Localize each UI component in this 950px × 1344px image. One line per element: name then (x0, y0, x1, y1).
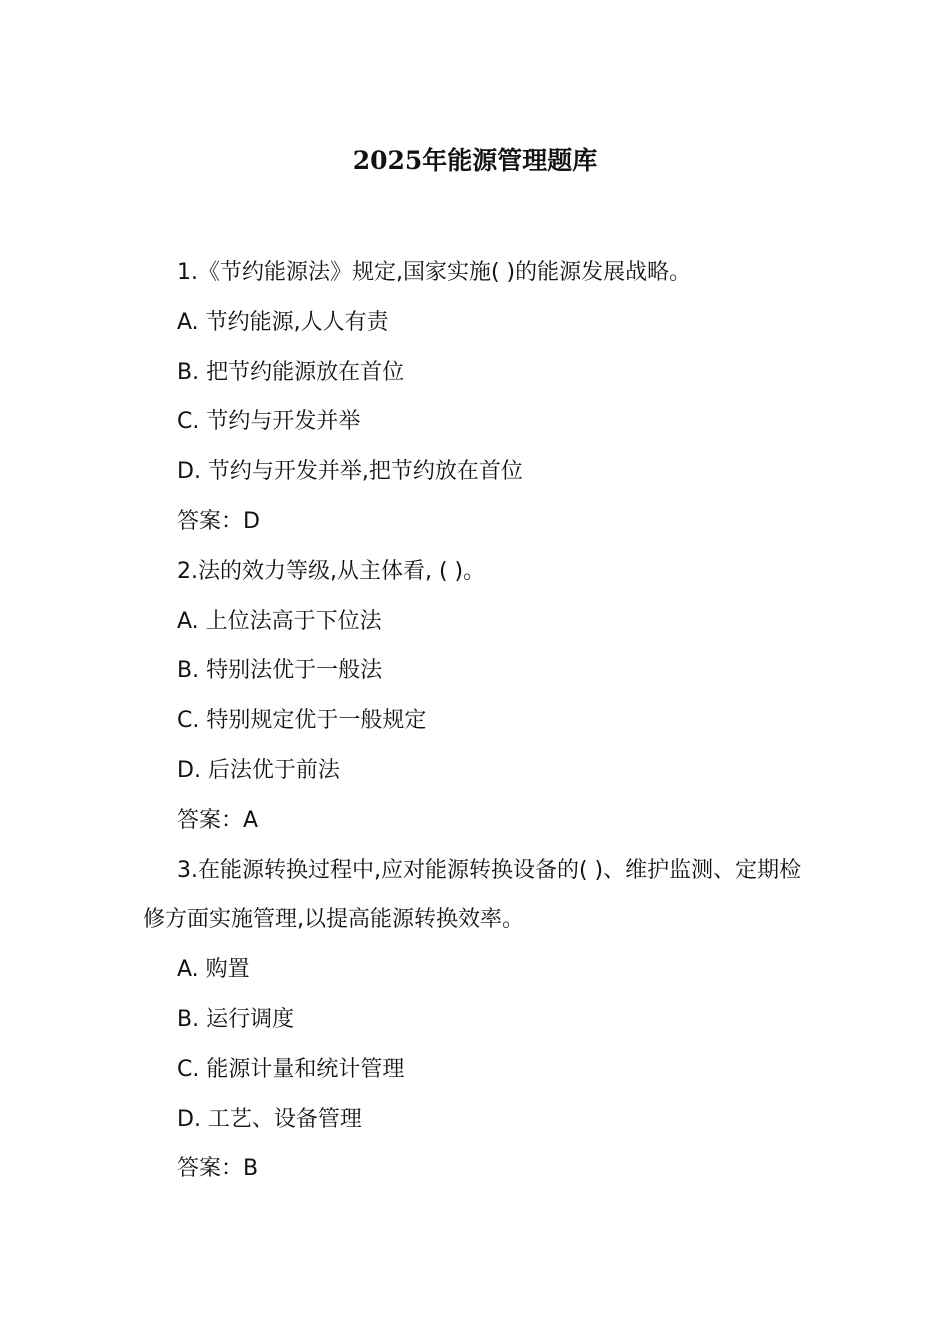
question-2-option-d: D. 后法优于前法 (177, 757, 340, 783)
question-3-option-d: D. 工艺、设备管理 (177, 1106, 362, 1132)
question-3-option-c: C. 能源计量和统计管理 (177, 1056, 405, 1082)
question-1-option-b: B. 把节约能源放在首位 (177, 359, 405, 385)
question-3-option-a: A. 购置 (177, 957, 250, 983)
question-2-stem: 2.法的效力等级,从主体看, ( )。 (177, 558, 486, 584)
question-3-answer: 答案：B (177, 1156, 259, 1182)
question-1-option-a: A. 节约能源,人人有责 (177, 309, 389, 335)
question-2-option-a: A. 上位法高于下位法 (177, 608, 382, 634)
question-1-answer: 答案：D (177, 508, 260, 534)
question-3-option-b: B. 运行调度 (177, 1006, 295, 1032)
document-title: 2025年能源管理题库 (352, 146, 598, 175)
question-2-answer: 答案：A (177, 807, 259, 833)
question-list (143, 248, 813, 1194)
question-1-option-c: C. 节约与开发并举 (177, 409, 361, 435)
question-3-stem: 3.在能源转换过程中,应对能源转换设备的( )、维护监测、定期检修方面实施管理,以提高能源转换效率。 (143, 857, 802, 933)
question-1-stem: 1.《节约能源法》规定,国家实施( )的能源发展战略。 (177, 260, 692, 285)
question-2-option-b: B. 特别法优于一般法 (177, 658, 383, 684)
question-2-option-c: C. 特别规定优于一般规定 (177, 708, 427, 734)
question-1-option-d: D. 节约与开发并举,把节约放在首位 (177, 459, 523, 485)
